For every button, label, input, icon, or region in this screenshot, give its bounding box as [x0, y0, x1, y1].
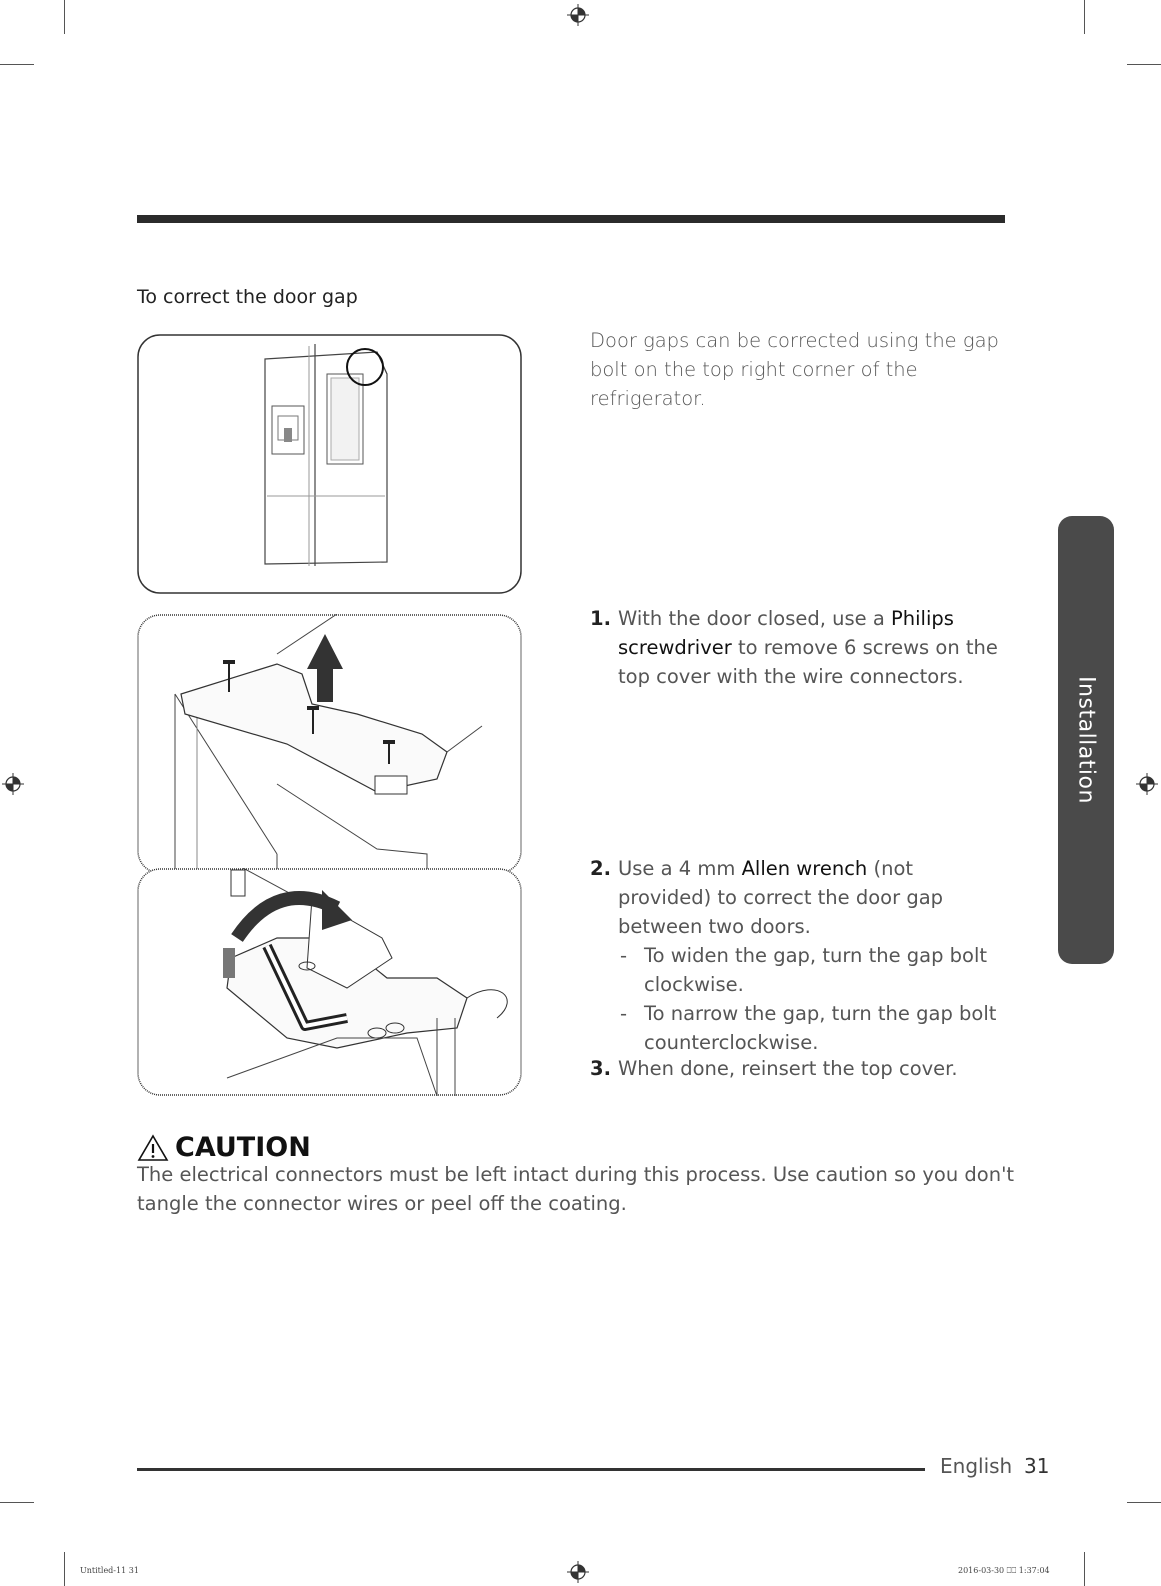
figure-allen-wrench	[137, 868, 522, 1096]
print-slug-stamp: 2016-03-30 ⎕⎕ 1:37:04	[958, 1566, 1050, 1575]
caution-text: The electrical connectors must be left intact during this process. Use caution so you don't tangle the connector wires or peel off the coating.	[137, 1163, 1015, 1215]
page-number: 31	[1024, 1454, 1050, 1478]
registration-mark-icon	[1136, 773, 1158, 795]
crop-mark	[0, 1502, 34, 1503]
crop-mark	[1127, 1502, 1161, 1503]
caution-title: CAUTION	[175, 1132, 311, 1163]
figure-refrigerator	[137, 334, 522, 594]
crop-mark	[64, 1552, 65, 1586]
footer-language: English	[940, 1454, 1013, 1478]
registration-mark-icon	[567, 1561, 589, 1583]
step-2	[590, 854, 1010, 1057]
print-slug-file: Untitled-11 31	[80, 1566, 139, 1575]
step-number: 2.	[590, 857, 611, 880]
step-1	[590, 604, 1010, 691]
registration-mark-icon	[567, 4, 589, 26]
crop-mark	[1084, 0, 1085, 34]
step-text	[618, 854, 1010, 941]
step-text	[618, 604, 1010, 691]
registration-mark-icon	[2, 773, 24, 795]
tool-name: Allen wrench	[741, 857, 868, 880]
step-number: 1.	[590, 607, 611, 630]
crop-mark	[1127, 64, 1161, 65]
figure-top-cover	[137, 614, 522, 874]
step-text: When done, reinsert the top cover.	[618, 1057, 958, 1080]
step-number: 3.	[590, 1057, 611, 1080]
step-text-pre: With the door closed, use a	[618, 607, 891, 630]
intro-paragraph: Door gaps can be corrected using the gap bolt on the top right corner of the refrigerator.	[590, 329, 999, 410]
step-text-post: (not provided) to correct the door gap between two doors.	[618, 857, 944, 938]
footer-rule	[137, 1468, 925, 1471]
dash: -	[620, 944, 628, 967]
header-rule	[137, 215, 1005, 223]
crop-mark	[0, 64, 34, 65]
side-tab-label: Installation	[1073, 676, 1099, 804]
crop-mark	[1084, 1552, 1085, 1586]
section-side-tab	[1058, 516, 1114, 964]
sub-item-text: To narrow the gap, turn the gap bolt counterclockwise.	[644, 1002, 997, 1054]
warning-triangle-icon	[137, 1134, 169, 1162]
sub-item	[618, 941, 1010, 999]
sub-item-text: To widen the gap, turn the gap bolt clockwise.	[644, 944, 988, 996]
step-text-post: to remove 6 screws on the top cover with the wire connectors.	[618, 636, 998, 688]
step-text-pre: Use a 4 mm	[618, 857, 742, 880]
dash: -	[620, 1002, 628, 1025]
caution-heading	[137, 1132, 311, 1163]
section-title: To correct the door gap	[137, 286, 358, 308]
crop-mark	[64, 0, 65, 34]
step-3	[590, 1054, 1010, 1083]
tool-name: Philips screwdriver	[618, 607, 954, 659]
sub-item	[618, 999, 1010, 1057]
